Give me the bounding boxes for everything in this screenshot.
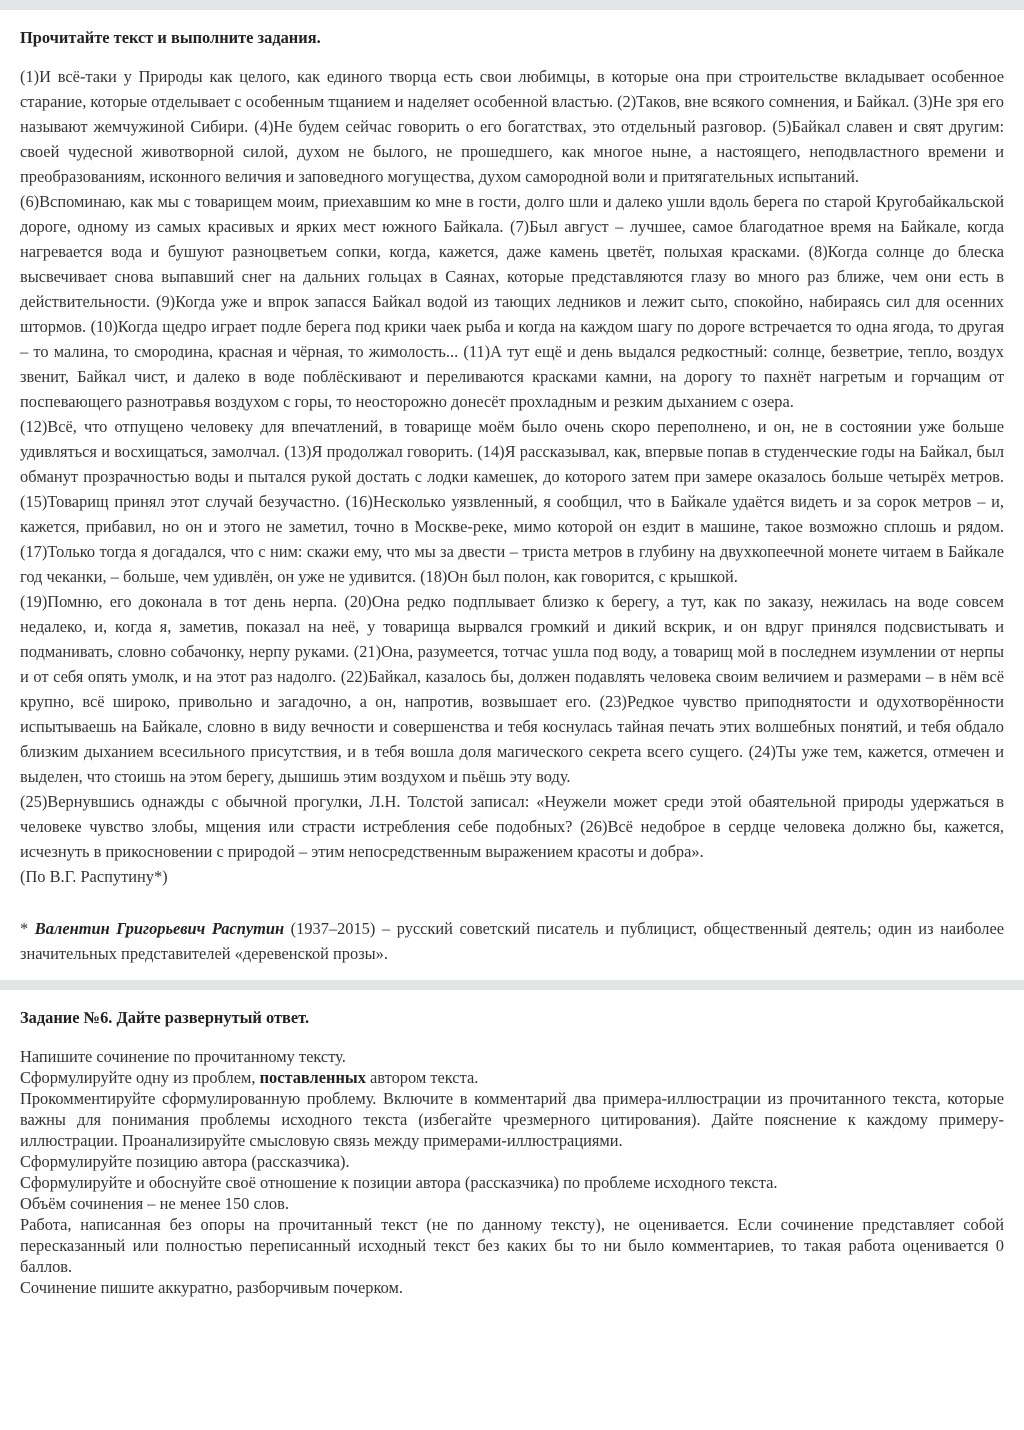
- paragraph-5: (25)Вернувшись однажды с обычной прогулки, Л.Н. Толстой записал: «Неужели может среди этой обаятельной природы удержаться в человеке чувство злобы, мщения или страсти истребления себе подобных? (26)Всё недоброе в сердце человека должно бы, кажется, исчезнуть в прикосновении с природой – этим непосредственным выражением красоты и добра».: [20, 792, 1004, 861]
- task-line-3: Прокомментируйте сформулированную проблему. Включите в комментарий два примера-иллюстрации из прочитанного текста, которые важны для понимания проблемы исходного текста (избегайте чрезмерного цитирования). Дайте пояснение к каждому примеру-иллюстрации. Проанализируйте смысловую связь между примерами-иллюстрациями.: [20, 1089, 1004, 1150]
- task-line-8: Сочинение пишите аккуратно, разборчивым почерком.: [20, 1278, 403, 1297]
- task-line-2-start: Сформулируйте одну из проблем,: [20, 1068, 260, 1087]
- task-heading: Задание №6. Дайте развернутый ответ.: [20, 1008, 310, 1027]
- text-source: (По В.Г. Распутину*): [20, 867, 168, 886]
- footnote-author-name: Валентин Григорьевич Распутин: [34, 919, 285, 938]
- task-line-2-end: автором текста.: [365, 1068, 479, 1087]
- footnote-marker: *: [20, 919, 35, 938]
- footnote-text: (1937–2015) – русский советский писатель и публицист, общественный деятель; один из наиболее значительных представителей «деревенской прозы».: [20, 919, 1005, 963]
- reading-section: [0, 10, 1024, 980]
- task-line-7: Работа, написанная без опоры на прочитанный текст (не по данному тексту), не оценивается. Если сочинение представляет собой пересказанный или полностью переписанный исходный текст без каких бы то ни было комментариев, то такая работа оценивается 0 баллов.: [20, 1215, 1004, 1276]
- task-line-5: Сформулируйте и обоснуйте своё отношение к позиции автора (рассказчика) по проблеме исходного текста.: [20, 1173, 778, 1192]
- reading-heading: Прочитайте текст и выполните задания.: [20, 28, 321, 47]
- author-footnote: [20, 916, 1004, 980]
- paragraph-4: (19)Помню, его доконала в тот день нерпа. (20)Она редко подплывает близко к берегу, а тут, как по заказу, нежилась на воде совсем недалеко, и, когда я, заметив, показал на неё, у товарища вырвался громкий и дикий вскрик, и он вдруг принялся подсвистывать и подманивать, словно собачонку, нерпу руками. (21)Она, разумеется, тотчас ушла под воду, а товарищ мой в последнем изумлении от нерпы и от себя опять умолк, и на этот раз надолго. (22)Байкал, казалось бы, должен подавлять человека своим величием и размерами – в нём всё крупно, всё широко, привольно и загадочно, а он, напротив, возвышает его. (23)Редкое чувство приподнятости и одухотворённости испытываешь на Байкале, словно в виду вечности и совершенства и тебя коснулась тайная печать этих волшебных понятий, и тебя обдало близким дыханием всесильного присутствия, и в тебя вошла доля магического секрета всего сущего. (24)Ты уже тем, кажется, отмечен и выделен, что стоишь на этом берегу, дышишь этим воздухом и пьёшь эту воду.: [20, 592, 1004, 786]
- paragraph-1: (1)И всё-таки у Природы как целого, как единого творца есть свои любимцы, в которые она при строительстве вкладывает особенное старание, которые отделывает с особенным тщанием и наделяет особенной властью. (2)Таков, вне всякого сомнения, и Байкал. (3)Не зря его называют жемчужиной Сибири. (4)Не будем сейчас говорить о его богатствах, это отдельный разговор. (5)Байкал славен и свят другим: своей чудесной животворной силой, духом не былого, не прошедшего, как многое ныне, а настоящего, неподвластного времени и преобразованиям, исконного величия и заповедного могущества, духом самородной воли и притягательных испытаний.: [20, 67, 1004, 186]
- task-line-4: Сформулируйте позицию автора (рассказчика).: [20, 1152, 350, 1171]
- task-line-6: Объём сочинения – не менее 150 слов.: [20, 1194, 289, 1213]
- task-line-1: Напишите сочинение по прочитанному тексту.: [20, 1047, 346, 1066]
- paragraph-3: (12)Всё, что отпущено человеку для впечатлений, в товарище моём было очень скоро переполнено, и он, не в состоянии уже больше удивляться и восхищаться, замолчал. (13)Я продолжал говорить. (14)Я рассказывал, как, впервые попав в студенческие годы на Байкал, был обманут прозрачностью воды и пытался рукой достать с лодки камешек, до которого затем при замере оказалось больше четырёх метров. (15)Товарищ принял этот случай безучастно. (16)Несколько уязвленный, я сообщил, что в Байкале удаётся видеть и за сорок метров – и, кажется, прибавил, но он и этого не заметил, точно в Москве-реке, мимо которой он ездит в машине, такое возможно сплошь и рядом. (17)Только тогда я догадался, что с ним: скажи ему, что мы за двести – триста метров в глубину на двухкопеечной монете читаем в Байкале год чеканки, – больше, чем удивлён, он уже не удивится. (18)Он был полон, как говорится, с крышкой.: [20, 417, 1004, 586]
- task-section: [0, 990, 1024, 1298]
- task-line-2-bold: поставленных: [259, 1068, 366, 1087]
- section-separator-band: [0, 980, 1024, 990]
- task-line-2: [20, 1067, 1004, 1088]
- top-separator-band: [0, 0, 1024, 10]
- reading-text: [20, 64, 1004, 864]
- paragraph-2: (6)Вспоминаю, как мы с товарищем моим, приехавшим ко мне в гости, долго шли и далеко ушли вдоль берега по старой Кругобайкальской дороге, одному из самых красивых и ярких мест южного Байкала. (7)Был август – лучшее, самое благодатное время на Байкале, когда нагревается вода и бушуют разноцветьем сопки, когда, кажется, даже камень цветёт, полыхая красками. (8)Когда солнце до блеска высвечивает снова выпавший снег на дальних гольцах в Саянах, которые представляются глазу во много раз ближе, чем они есть в действительности. (9)Когда уже и впрок запасся Байкал водой из тающих ледников и лежит сыто, спокойно, набираясь сил для осенних штормов. (10)Когда щедро играет подле берега под крики чаек рыба и когда на каждом шагу по дороге встречается то одна ягода, то другая – то малина, то смородина, красная и чёрная, то жимолость... (11)А тут ещё и день выдался редкостный: солнце, безветрие, тепло, воздух звенит, Байкал чист, и далеко в воде поблёскивают и переливаются красками камни, на дорогу то пахнёт нагретым и горчащим от поспевающего разнотравья воздухом с горы, то неосторожно донесёт прохладным и резким дыханием с озера.: [20, 192, 1004, 411]
